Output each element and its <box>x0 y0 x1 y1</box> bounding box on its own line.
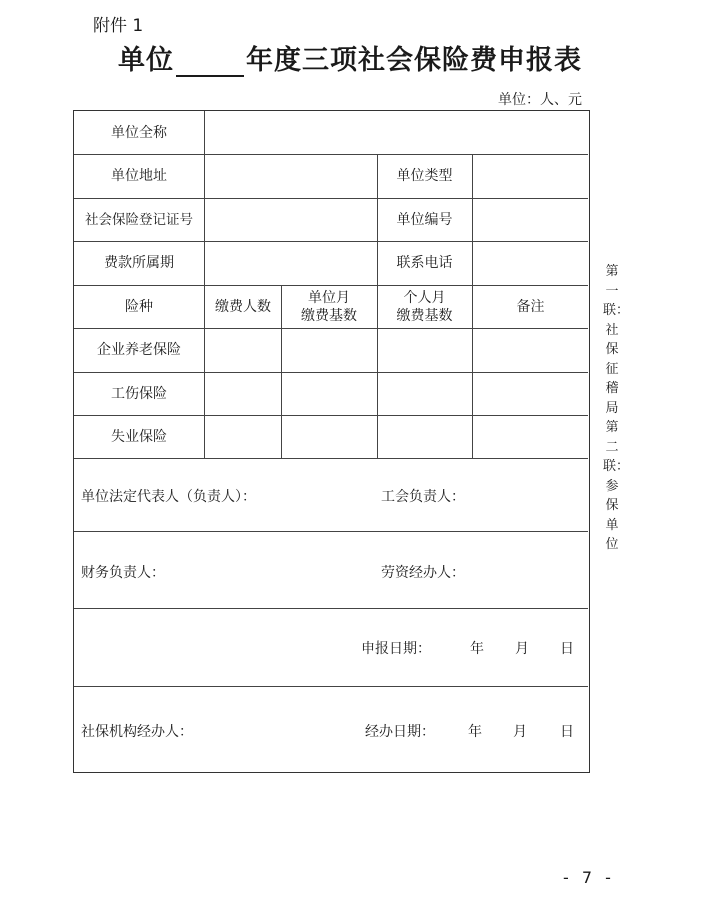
unit-code-label: 单位编号 <box>396 211 453 228</box>
declare-year: 年 <box>470 641 484 657</box>
labor-agent-label: 劳资经办人： <box>381 565 465 581</box>
title-suffix: 年度三项社会保险费申报表 <box>246 45 582 76</box>
finance-head-label: 财务负责人： <box>81 565 165 581</box>
row-injury-label: 工伤保险 <box>111 385 167 402</box>
col-personal-base-line1: 个人月 <box>403 289 446 306</box>
unit-code-field[interactable] <box>473 198 588 241</box>
declare-month: 月 <box>515 641 529 657</box>
col-payer-count: 缴费人数 <box>215 298 271 315</box>
col-personal-base <box>377 285 472 328</box>
page-title <box>90 38 610 77</box>
handle-date-label: 经办日期： <box>365 724 435 740</box>
phone-label: 联系电话 <box>396 255 453 271</box>
unit-type-label: 单位类型 <box>396 168 453 184</box>
address-label: 单位地址 <box>111 168 167 184</box>
address-field[interactable] <box>205 154 377 198</box>
row-unemployment-label: 失业保险 <box>111 428 167 445</box>
col-insurance-type: 险种 <box>125 298 153 315</box>
company-name-label: 单位全称 <box>111 124 167 141</box>
handle-year: 年 <box>468 724 482 740</box>
col-personal-base-line2: 缴费基数 <box>396 307 453 324</box>
registration-no-field[interactable] <box>205 198 377 241</box>
handle-month: 月 <box>513 724 527 740</box>
col-unit-base-line1: 单位月 <box>308 289 350 306</box>
fee-period-label: 费款所属期 <box>104 255 174 271</box>
unit-note: 单位：人、元 <box>498 92 582 108</box>
handle-day: 日 <box>560 724 574 740</box>
insurance-data-grid[interactable] <box>205 328 588 458</box>
company-name-field[interactable] <box>205 111 588 154</box>
title-prefix: 单位 <box>118 45 174 76</box>
si-agent-label: 社保机构经办人： <box>81 724 193 740</box>
registration-no-label: 社会保险登记证号 <box>85 211 193 228</box>
unit-type-field[interactable] <box>473 154 588 198</box>
legal-rep-label: 单位法定代表人（负责人）： <box>81 489 256 505</box>
attachment-label: 附件 1 <box>93 16 144 36</box>
phone-field[interactable] <box>473 241 588 285</box>
declare-day: 日 <box>560 641 574 657</box>
declare-date-label: 申报日期： <box>361 641 431 657</box>
row-pension-label: 企业养老保险 <box>97 342 181 358</box>
col-unit-base <box>281 285 377 328</box>
year-blank[interactable] <box>176 49 244 77</box>
fee-period-field[interactable] <box>205 241 377 285</box>
col-unit-base-line2: 缴费基数 <box>301 307 357 324</box>
copy-note: 第一联：社保征稽局 第二联：参保单位 <box>603 264 630 552</box>
union-head-label: 工会负责人： <box>381 489 465 505</box>
col-remarks: 备注 <box>516 298 545 315</box>
page-number: - 7 - <box>563 868 615 887</box>
declaration-form <box>73 110 590 773</box>
